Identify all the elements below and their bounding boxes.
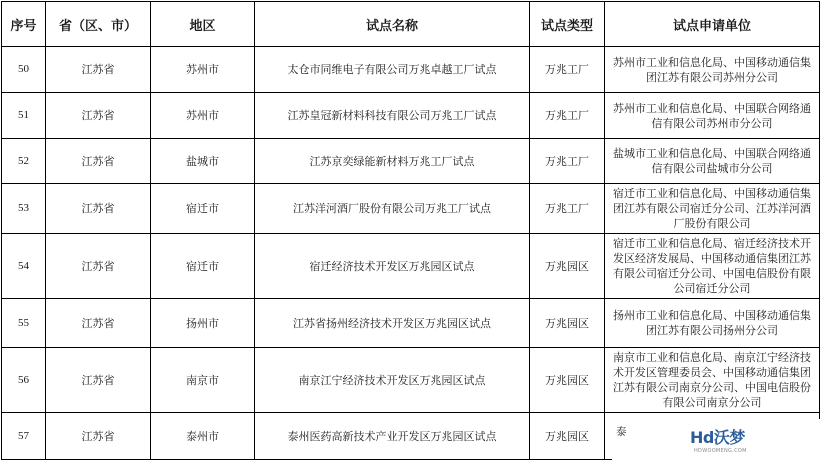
cell-province: 江苏省 [46,184,151,234]
cell-region: 扬州市 [151,299,255,348]
cell-province: 江苏省 [46,299,151,348]
cell-seq: 55 [2,299,46,348]
cell-applicant: 宿迁市工业和信息化局、宿迁经济技术开发区经济发展局、中国移动通信集团江苏有限公司宿迁分公司、中国电信股份有限公司宿迁分公司 [605,234,820,299]
cell-applicant: 扬州市工业和信息化局、中国移动通信集团江苏有限公司扬州分公司 [605,299,820,348]
table-row [2,47,820,93]
cell-province: 江苏省 [46,234,151,299]
table-row [2,93,820,139]
cell-region: 盐城市 [151,139,255,184]
cell-pilot-name: 江苏省扬州经济技术开发区万兆园区试点 [255,299,530,348]
cell-pilot-type: 万兆园区 [530,413,605,460]
cell-applicant: 宿迁市工业和信息化局、中国移动通信集团江苏有限公司宿迁分公司、江苏洋河酒厂股份有限公司 [605,184,820,234]
cell-province: 江苏省 [46,47,151,93]
cell-applicant: 南京市工业和信息化局、南京江宁经济技术开发区管理委员会、中国移动通信集团江苏有限公司南京分公司、中国电信股份有限公司南京分公司 [605,348,820,413]
cell-seq: 54 [2,234,46,299]
header-row [2,2,820,47]
cell-pilot-type: 万兆工厂 [530,47,605,93]
cell-pilot-type: 万兆工厂 [530,139,605,184]
cell-region: 苏州市 [151,93,255,139]
header-pilot-type: 试点类型 [530,2,605,47]
cell-pilot-type: 万兆工厂 [530,184,605,234]
cell-pilot-name: 江苏京奕绿能新材料万兆工厂试点 [255,139,530,184]
pilot-table-container [1,1,819,460]
cell-applicant: 苏州市工业和信息化局、中国移动通信集团江苏有限公司苏州分公司 [605,47,820,93]
cell-region: 苏州市 [151,47,255,93]
cell-region: 泰州市 [151,413,255,460]
cell-applicant: 苏州市工业和信息化局、中国联合网络通信有限公司苏州市分公司 [605,93,820,139]
table-row [2,234,820,299]
cell-seq: 51 [2,93,46,139]
cell-region: 宿迁市 [151,234,255,299]
cell-pilot-type: 万兆工厂 [530,93,605,139]
header-applicant: 试点申请单位 [605,2,820,47]
cell-province: 江苏省 [46,413,151,460]
cell-seq: 56 [2,348,46,413]
table-row [2,348,820,413]
cell-pilot-type: 万兆园区 [530,348,605,413]
table-row [2,184,820,234]
table-row [2,299,820,348]
cell-pilot-name: 太仓市同维电子有限公司万兆卓越工厂试点 [255,47,530,93]
cell-province: 江苏省 [46,348,151,413]
cell-applicant: 盐城市工业和信息化局、中国联合网络通信有限公司盐城市分公司 [605,139,820,184]
cell-pilot-name: 江苏洋河酒厂股份有限公司万兆工厂试点 [255,184,530,234]
cell-pilot-name: 南京江宁经济技术开发区万兆园区试点 [255,348,530,413]
cell-pilot-name: 泰州医药高新技术产业开发区万兆园区试点 [255,413,530,460]
cell-seq: 50 [2,47,46,93]
cell-seq: 53 [2,184,46,234]
cell-seq: 52 [2,139,46,184]
cell-seq: 57 [2,413,46,460]
pilot-table [1,1,820,460]
cell-pilot-type: 万兆园区 [530,234,605,299]
watermark-overlay [612,419,822,465]
table-row [2,139,820,184]
watermark-logo-subtext: HDWOOMENG.COM [694,448,747,454]
cell-pilot-name: 江苏皇冠新材料科技有限公司万兆工厂试点 [255,93,530,139]
cell-pilot-type: 万兆园区 [530,299,605,348]
cell-region: 南京市 [151,348,255,413]
cell-applicant-partial: 泰 [616,426,627,438]
cell-region: 宿迁市 [151,184,255,234]
cell-province: 江苏省 [46,139,151,184]
cell-province: 江苏省 [46,93,151,139]
header-region: 地区 [151,2,255,47]
header-province: 省（区、市） [46,2,151,47]
cell-pilot-name: 宿迁经济技术开发区万兆园区试点 [255,234,530,299]
header-seq: 序号 [2,2,46,47]
watermark-logo: Hd沃梦 [690,428,745,447]
header-pilot-name: 试点名称 [255,2,530,47]
